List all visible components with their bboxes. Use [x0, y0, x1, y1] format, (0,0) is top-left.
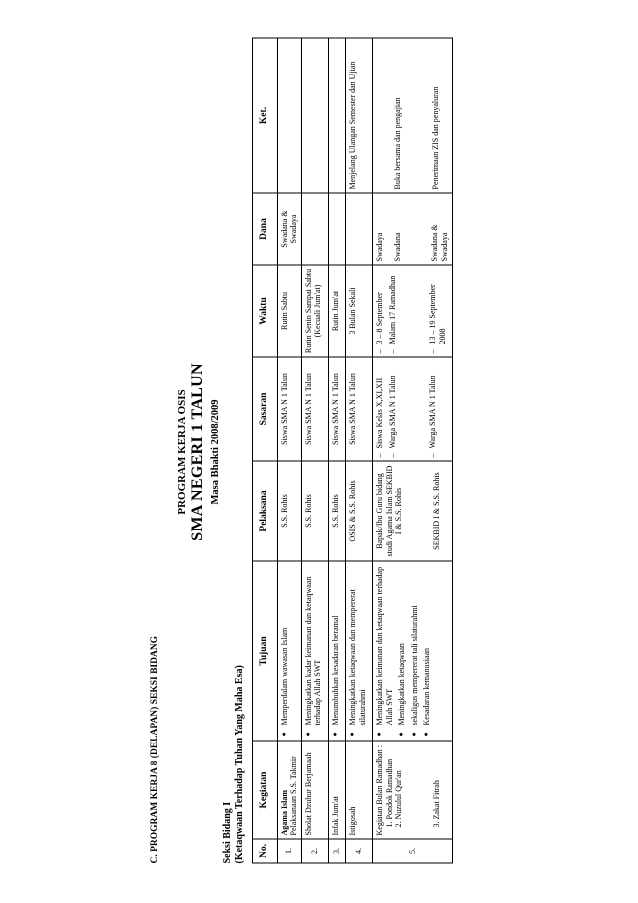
cell-dana: Swadana & Swadaya: [277, 193, 301, 265]
dana-item: Swadaya: [375, 232, 384, 261]
kegiatan-title: Agama Islam: [279, 789, 289, 835]
waktu-item: – Malam 17 Ramadhan: [388, 268, 398, 353]
dana-item: Swadana: [392, 232, 402, 261]
cell-kegiatan: [277, 741, 301, 839]
cell-dana: [328, 193, 346, 265]
table-row: [373, 38, 453, 863]
cell-tujuan: [328, 561, 346, 741]
cell-tujuan: [277, 561, 301, 741]
tujuan-item: ● Menumbuhkan kesadaran beramal: [331, 564, 341, 725]
cell-waktu: Rutin Senin Sampai Sabtu (Kecuali Jum'at): [301, 265, 328, 357]
program-table: [252, 37, 453, 863]
pelaksana-text: Bapak/Ibu Guru bidang studi Agama Islam SEKBID I & S.S. Rohis: [375, 465, 403, 556]
cell-kegiatan: Sholat Dzuhur Berjamaah: [301, 741, 328, 839]
cell-ket: [277, 38, 301, 193]
cell-sasaran: Siswa SMA N 1 Talun: [301, 357, 328, 461]
cell-sasaran: [373, 357, 453, 461]
tujuan-item: ● sekaligus mempererat tali silaturahmi: [410, 564, 420, 725]
cell-kegiatan: Infak Jum'at: [328, 741, 346, 839]
cell-sasaran: Siswa SMA N 1 Talun: [277, 357, 301, 461]
header-dana: Dana: [253, 193, 278, 265]
waktu-item: – 3 – 8 September: [375, 268, 385, 353]
ket-item: Buka bersama dan pengajian: [393, 96, 402, 189]
cell-kegiatan: [373, 741, 453, 839]
cell-tujuan: [373, 561, 453, 741]
cell-dana: [346, 193, 373, 265]
cell-tujuan: [346, 561, 373, 741]
ket-item: Penerimaan ZIS dan penyaluran: [430, 86, 440, 189]
kegiatan-item: 2. Nuzulul Qur'an: [394, 769, 403, 827]
seksi-name: Seksi Bidang I: [222, 801, 233, 863]
cell-ket: [328, 38, 346, 193]
cell-pelaksana: S.S. Rohis: [301, 461, 328, 561]
school-title: SMA NEGERI 1 TALUN: [189, 362, 206, 541]
cell-sasaran: Siswa SMA N 1 Talun: [346, 357, 373, 461]
waktu-item: – 13 – 19 September 2008: [428, 268, 447, 353]
cell-dana: [301, 193, 328, 265]
cell-ket: Menjelang Ulangan Semester dan Ujian: [346, 38, 373, 193]
seksi-block: [222, 665, 246, 863]
sasaran-item: – Warga SMA N 1 Talun: [388, 360, 398, 457]
sasaran-item: – Warga SMA N 1 Talun: [428, 360, 438, 457]
tujuan-item: ● Meningkatkan kadar keimanan dan ketaqwaan terhadap Allah SWT: [304, 564, 323, 725]
header-ket: Ket.: [253, 38, 278, 193]
table-row: [277, 38, 301, 863]
cell-waktu: Rutin Jum'at: [328, 265, 346, 357]
cell-ket: [301, 38, 328, 193]
table-header-row: [253, 38, 278, 863]
table-row: [346, 38, 373, 863]
cell-waktu: 3 Bulan Sekali: [346, 265, 373, 357]
header-kegiatan: Kegiatan: [253, 741, 278, 839]
cell-pelaksana: OSIS & S.S. Rohis: [346, 461, 373, 561]
cell-ket: [373, 38, 453, 193]
header-no: No.: [253, 839, 278, 863]
cell-pelaksana: [373, 461, 453, 561]
table-row: [301, 38, 328, 863]
cell-no: 5.: [373, 839, 453, 863]
cell-pelaksana: S.S. Rohis: [277, 461, 301, 561]
tujuan-item: ● Meningkatkan ketaqwaan dan mempererat silaturahmi: [348, 564, 367, 725]
cell-pelaksana: S.S. Rohis: [328, 461, 346, 561]
cell-sasaran: Siswa SMA N 1 Talun: [328, 357, 346, 461]
cell-no: 2.: [301, 839, 328, 863]
kegiatan-item: 1. Pondok Ramadhan: [384, 758, 394, 827]
period-title: Masa Bhakti 2008/2009: [210, 399, 221, 505]
cell-no: 4.: [346, 839, 373, 863]
header-tujuan: Tujuan: [253, 561, 278, 741]
sasaran-item: – Siswa Kelas X,XI,XII: [375, 360, 385, 457]
kegiatan-text: Pelaksanaan S.S. Takmir: [289, 755, 298, 835]
cell-waktu: Rutin Sabtu: [277, 265, 301, 357]
kegiatan-item: 3. Zakat Fitrah: [431, 779, 441, 827]
tujuan-item: ● Kesadaran kemanusiaan: [422, 564, 432, 725]
table-row: [328, 38, 346, 863]
cell-kegiatan: Istigosah: [346, 741, 373, 839]
dana-item: Swadana & Swadaya: [430, 223, 449, 261]
header-pelaksana: Pelaksana: [253, 461, 278, 561]
kegiatan-intro: Kegiatan Bulan Ramadhan :: [375, 744, 384, 835]
tujuan-item: ● Memperdalam wawasan Islam: [280, 564, 290, 725]
cell-tujuan: [301, 561, 328, 741]
header-sasaran: Sasaran: [253, 357, 278, 461]
section-heading: C. PROGRAM KERJA 8 (DELAPAN) SEKSI BIDANG: [150, 635, 160, 863]
program-title: PROGRAM KERJA OSIS: [176, 388, 188, 515]
cell-no: 1.: [277, 839, 301, 863]
cell-no: 3.: [328, 839, 346, 863]
title-block: [176, 0, 221, 903]
pelaksana-text: SEKBID I & S.S. Rohis: [431, 471, 441, 550]
cell-dana: [373, 193, 453, 265]
tujuan-item: ● Meningkatkan keimanan dan ketaqwaan terhadap Allah SWT: [375, 564, 394, 725]
seksi-desc: (Ketaqwaan Terhadap Tuhan Yang Maha Esa): [234, 664, 245, 863]
tujuan-item: ● Meningkatkan ketaqwaan: [397, 564, 407, 725]
header-waktu: Waktu: [253, 265, 278, 357]
cell-waktu: [373, 265, 453, 357]
